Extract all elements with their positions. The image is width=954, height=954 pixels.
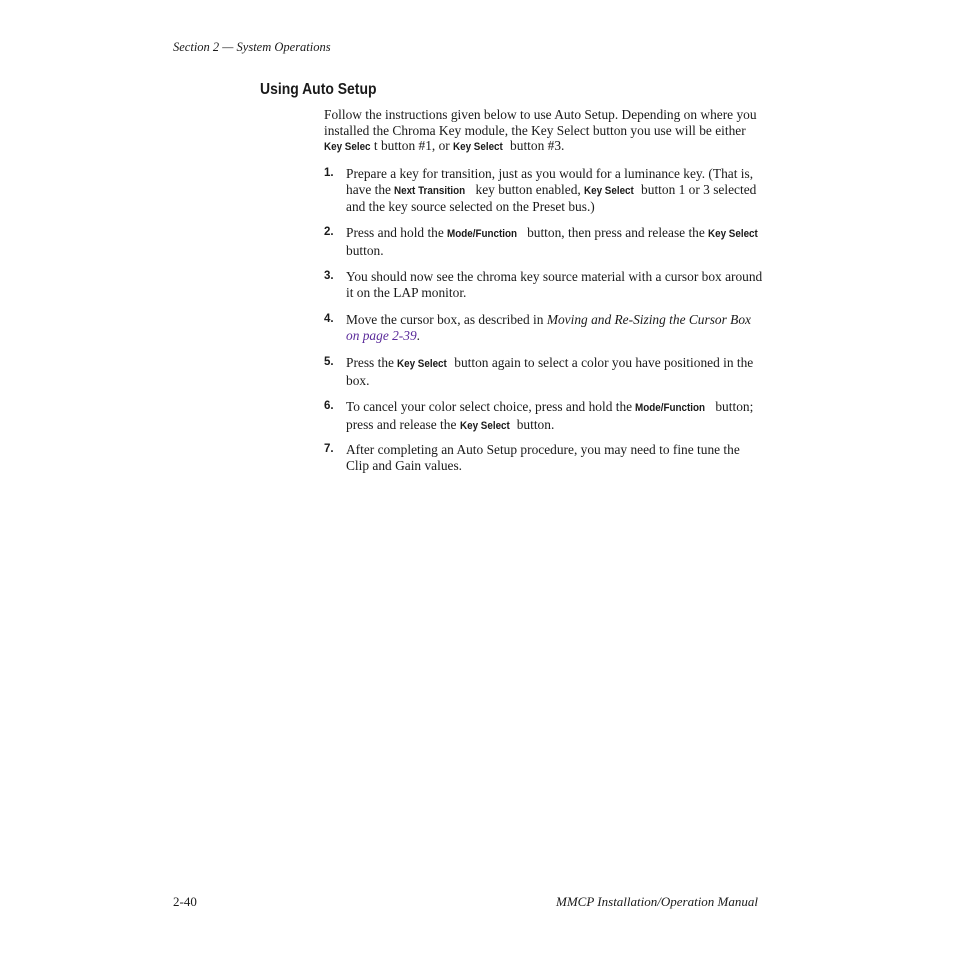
step-number: 4. xyxy=(324,313,334,325)
step-number: 2. xyxy=(324,226,334,238)
step-text-part: To cancel your color select choice, press and hold the xyxy=(346,399,636,414)
next-transition-label: Next Transition xyxy=(394,184,466,197)
step-number: 7. xyxy=(324,443,334,455)
step-text-part: button again to select a color you have positioned in the box. xyxy=(346,355,754,388)
step-text-part: key button enabled, xyxy=(472,181,585,197)
step-text-part: Press and hold the xyxy=(346,225,448,240)
step-text-part: button; press and release the xyxy=(346,399,754,432)
step-text-part: button. xyxy=(346,242,384,258)
step-number: 1. xyxy=(324,167,334,179)
key-select-label: Key Select xyxy=(397,358,448,370)
step-text xyxy=(346,355,764,388)
step-text: You should now see the chroma key source material with a cursor box around it on the LAP monitor. xyxy=(346,269,763,300)
step-text xyxy=(346,225,764,258)
step-text-part: Move the cursor box, as described in xyxy=(346,312,547,327)
key-select-label: Key Select xyxy=(708,228,758,240)
manual-title: MMCP Installation/Operation Manual xyxy=(556,894,758,909)
page-number: 2-40 xyxy=(173,894,197,909)
step-text-part: button 1 or 3 selected and the key source selected on the Preset bus.) xyxy=(346,181,757,215)
step-text-part: button. xyxy=(513,416,555,432)
section-title: Using Auto Setup xyxy=(260,81,377,98)
step-number: 6. xyxy=(324,400,334,412)
step-number: 3. xyxy=(324,270,334,282)
step-text xyxy=(346,399,764,434)
intro-paragraph xyxy=(324,107,764,156)
key-select-label: Key Select xyxy=(453,141,503,154)
step-text-part: . xyxy=(416,327,421,343)
page-link[interactable]: on page 2-39 xyxy=(346,327,417,343)
running-head: Section 2 — System Operations xyxy=(173,40,331,54)
step-text-part: Prepare a key for transition, just as you would for a luminance key. (That is, have the xyxy=(346,166,754,197)
step-text xyxy=(346,312,764,343)
step-text-part: button, then press and release the xyxy=(523,225,709,240)
key-select-label: Key Selec xyxy=(324,141,371,154)
intro-text: t button #1, or xyxy=(373,138,454,154)
intro-text: Follow the instructions given below to use Auto Setup. Depending on where you installed the Chroma Key module, the Key Select button you use will be either xyxy=(324,107,757,138)
step-number: 5. xyxy=(324,356,334,368)
cross-reference-title: Moving and Re-Sizing the Cursor Box xyxy=(546,312,751,327)
intro-text: button #3. xyxy=(506,138,565,154)
step-text-part: Press the xyxy=(346,355,398,370)
mode-function-label: Mode/Function xyxy=(635,402,706,414)
mode-function-label: Mode/Function xyxy=(447,228,518,240)
step-text: After completing an Auto Setup procedure, you may need to fine tune the Clip and Gain values. xyxy=(346,442,740,473)
step-text xyxy=(346,166,764,215)
key-select-label: Key Select xyxy=(459,419,510,432)
key-select-label: Key Select xyxy=(584,184,634,197)
